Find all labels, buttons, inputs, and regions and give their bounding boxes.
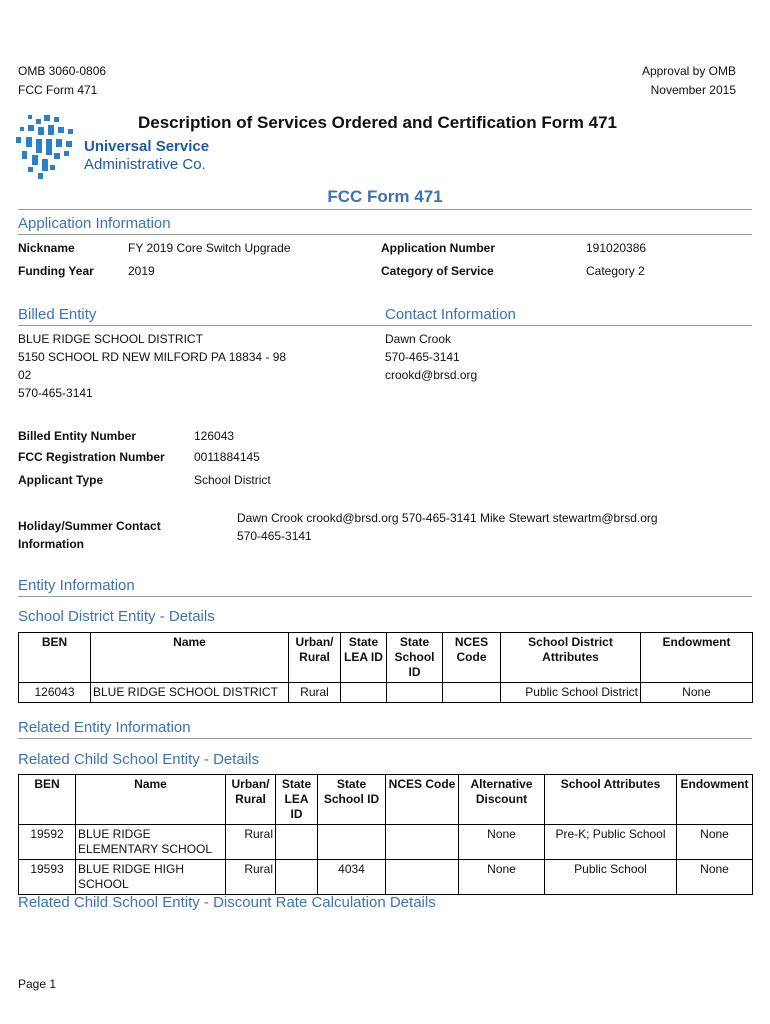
page-title: Description of Services Ordered and Certification Form 471 bbox=[138, 113, 617, 132]
ben-cell: 19593 bbox=[19, 860, 76, 895]
column-header: School District Attributes bbox=[501, 633, 641, 683]
usac-logo-icon bbox=[14, 113, 80, 185]
column-header: State School ID bbox=[318, 775, 386, 825]
endowment-cell: None bbox=[677, 825, 753, 860]
state-school-id-cell bbox=[387, 683, 443, 703]
name-cell: BLUE RIDGE SCHOOL DISTRICT bbox=[91, 683, 289, 703]
divider bbox=[18, 596, 752, 597]
state-lea-cell bbox=[276, 825, 318, 860]
nickname-label: Nickname bbox=[18, 241, 75, 255]
holiday-contact-label-line1: Holiday/Summer Contact bbox=[18, 519, 161, 533]
form-heading: FCC Form 471 bbox=[327, 187, 443, 206]
usac-logo bbox=[14, 113, 80, 185]
state-school-id-cell bbox=[318, 825, 386, 860]
state-school-id-cell: 4034 bbox=[318, 860, 386, 895]
state-lea-cell bbox=[341, 683, 387, 703]
omb-number: OMB 3060-0806 bbox=[18, 64, 107, 78]
name-cell: BLUE RIDGE ELEMENTARY SCHOOL bbox=[76, 825, 226, 860]
logo-text-line2: Administrative Co. bbox=[84, 156, 206, 173]
contact-phone: 570-465-3141 bbox=[385, 350, 460, 364]
table-header-row bbox=[19, 775, 753, 825]
column-header: Endowment bbox=[641, 633, 753, 683]
table-header-row bbox=[19, 633, 753, 683]
alternative-discount-cell: None bbox=[459, 825, 545, 860]
applicant-type-label: Applicant Type bbox=[18, 473, 104, 487]
approval-date: November 2015 bbox=[650, 83, 736, 97]
endowment-cell: None bbox=[641, 683, 753, 703]
column-header: NCES Code bbox=[386, 775, 459, 825]
column-header: Urban/ Rural bbox=[289, 633, 341, 683]
applicant-type-value: School District bbox=[194, 473, 271, 487]
form-number: FCC Form 471 bbox=[18, 83, 98, 97]
school-district-details-heading: School District Entity - Details bbox=[18, 608, 215, 625]
funding-year-value: 2019 bbox=[128, 264, 155, 278]
column-header: School Attributes bbox=[545, 775, 677, 825]
divider bbox=[18, 738, 752, 739]
divider bbox=[18, 234, 752, 235]
nickname-value: FY 2019 Core Switch Upgrade bbox=[128, 241, 291, 255]
column-header: State School ID bbox=[387, 633, 443, 683]
urban-rural-cell: Rural bbox=[226, 860, 276, 895]
divider bbox=[18, 209, 752, 210]
billed-entity-address: 5150 SCHOOL RD NEW MILFORD PA 18834 - 98 bbox=[18, 350, 287, 364]
holiday-contact-value bbox=[237, 509, 658, 545]
divider bbox=[18, 325, 752, 326]
holiday-contact-value-line2: 570-465-3141 bbox=[237, 529, 312, 543]
school-district-table bbox=[18, 632, 753, 703]
column-header: Urban/ Rural bbox=[226, 775, 276, 825]
billed-entity-details bbox=[18, 330, 286, 402]
state-lea-cell bbox=[276, 860, 318, 895]
billed-entity-number-label: Billed Entity Number bbox=[18, 429, 137, 443]
discount-rate-heading: Related Child School Entity - Discount Rate Calculation Details bbox=[18, 894, 436, 911]
billed-entity-heading: Billed Entity bbox=[18, 306, 97, 323]
attributes-cell: Public School District bbox=[501, 683, 641, 703]
application-info-heading: Application Information bbox=[18, 215, 171, 232]
holiday-contact-label-line2: Information bbox=[18, 537, 84, 551]
contact-info-heading: Contact Information bbox=[385, 306, 516, 323]
column-header: Endowment bbox=[677, 775, 753, 825]
column-header: Alternative Discount bbox=[459, 775, 545, 825]
page-number: Page 1 bbox=[18, 977, 57, 991]
approval-text: Approval by OMB bbox=[641, 64, 736, 78]
ben-cell: 126043 bbox=[19, 683, 91, 703]
table-row bbox=[19, 683, 753, 703]
contact-details bbox=[385, 330, 477, 384]
column-header: Name bbox=[76, 775, 226, 825]
nces-cell bbox=[386, 860, 459, 895]
attributes-cell: Pre-K; Public School bbox=[545, 825, 677, 860]
nces-cell bbox=[443, 683, 501, 703]
logo-text-line1: Universal Service bbox=[84, 138, 210, 155]
endowment-cell: None bbox=[677, 860, 753, 895]
attributes-cell: Public School bbox=[545, 860, 677, 895]
fcc-registration-label: FCC Registration Number bbox=[18, 450, 165, 464]
billed-entity-phone: 570-465-3141 bbox=[18, 386, 93, 400]
name-cell: BLUE RIDGE HIGH SCHOOL bbox=[76, 860, 226, 895]
billed-entity-name: BLUE RIDGE SCHOOL DISTRICT bbox=[18, 332, 203, 346]
related-entity-heading: Related Entity Information bbox=[18, 719, 191, 736]
column-header: BEN bbox=[19, 775, 76, 825]
urban-rural-cell: Rural bbox=[226, 825, 276, 860]
column-header: BEN bbox=[19, 633, 91, 683]
column-header: State LEA ID bbox=[276, 775, 318, 825]
nces-cell bbox=[386, 825, 459, 860]
category-value: Category 2 bbox=[586, 264, 645, 278]
related-child-table bbox=[18, 774, 753, 895]
column-header: NCES Code bbox=[443, 633, 501, 683]
application-number-label: Application Number bbox=[381, 241, 496, 255]
column-header: Name bbox=[91, 633, 289, 683]
column-header: State LEA ID bbox=[341, 633, 387, 683]
related-child-details-heading: Related Child School Entity - Details bbox=[18, 751, 259, 768]
contact-name: Dawn Crook bbox=[385, 332, 452, 346]
fcc-registration-value: 0011884145 bbox=[194, 450, 260, 464]
urban-rural-cell: Rural bbox=[289, 683, 341, 703]
billed-entity-address-cont: 02 bbox=[18, 368, 32, 382]
application-number-value: 191020386 bbox=[586, 241, 647, 255]
holiday-contact-label bbox=[18, 517, 161, 553]
billed-entity-number-value: 126043 bbox=[194, 429, 235, 443]
entity-info-heading: Entity Information bbox=[18, 577, 135, 594]
alternative-discount-cell: None bbox=[459, 860, 545, 895]
ben-cell: 19592 bbox=[19, 825, 76, 860]
funding-year-label: Funding Year bbox=[18, 264, 94, 278]
contact-email: crookd@brsd.org bbox=[385, 368, 478, 382]
holiday-contact-value-line1: Dawn Crook crookd@brsd.org 570-465-3141 Mike Stewart stewartm@brsd.org bbox=[237, 511, 658, 525]
table-row bbox=[19, 860, 753, 895]
category-label: Category of Service bbox=[381, 264, 494, 278]
table-row bbox=[19, 825, 753, 860]
